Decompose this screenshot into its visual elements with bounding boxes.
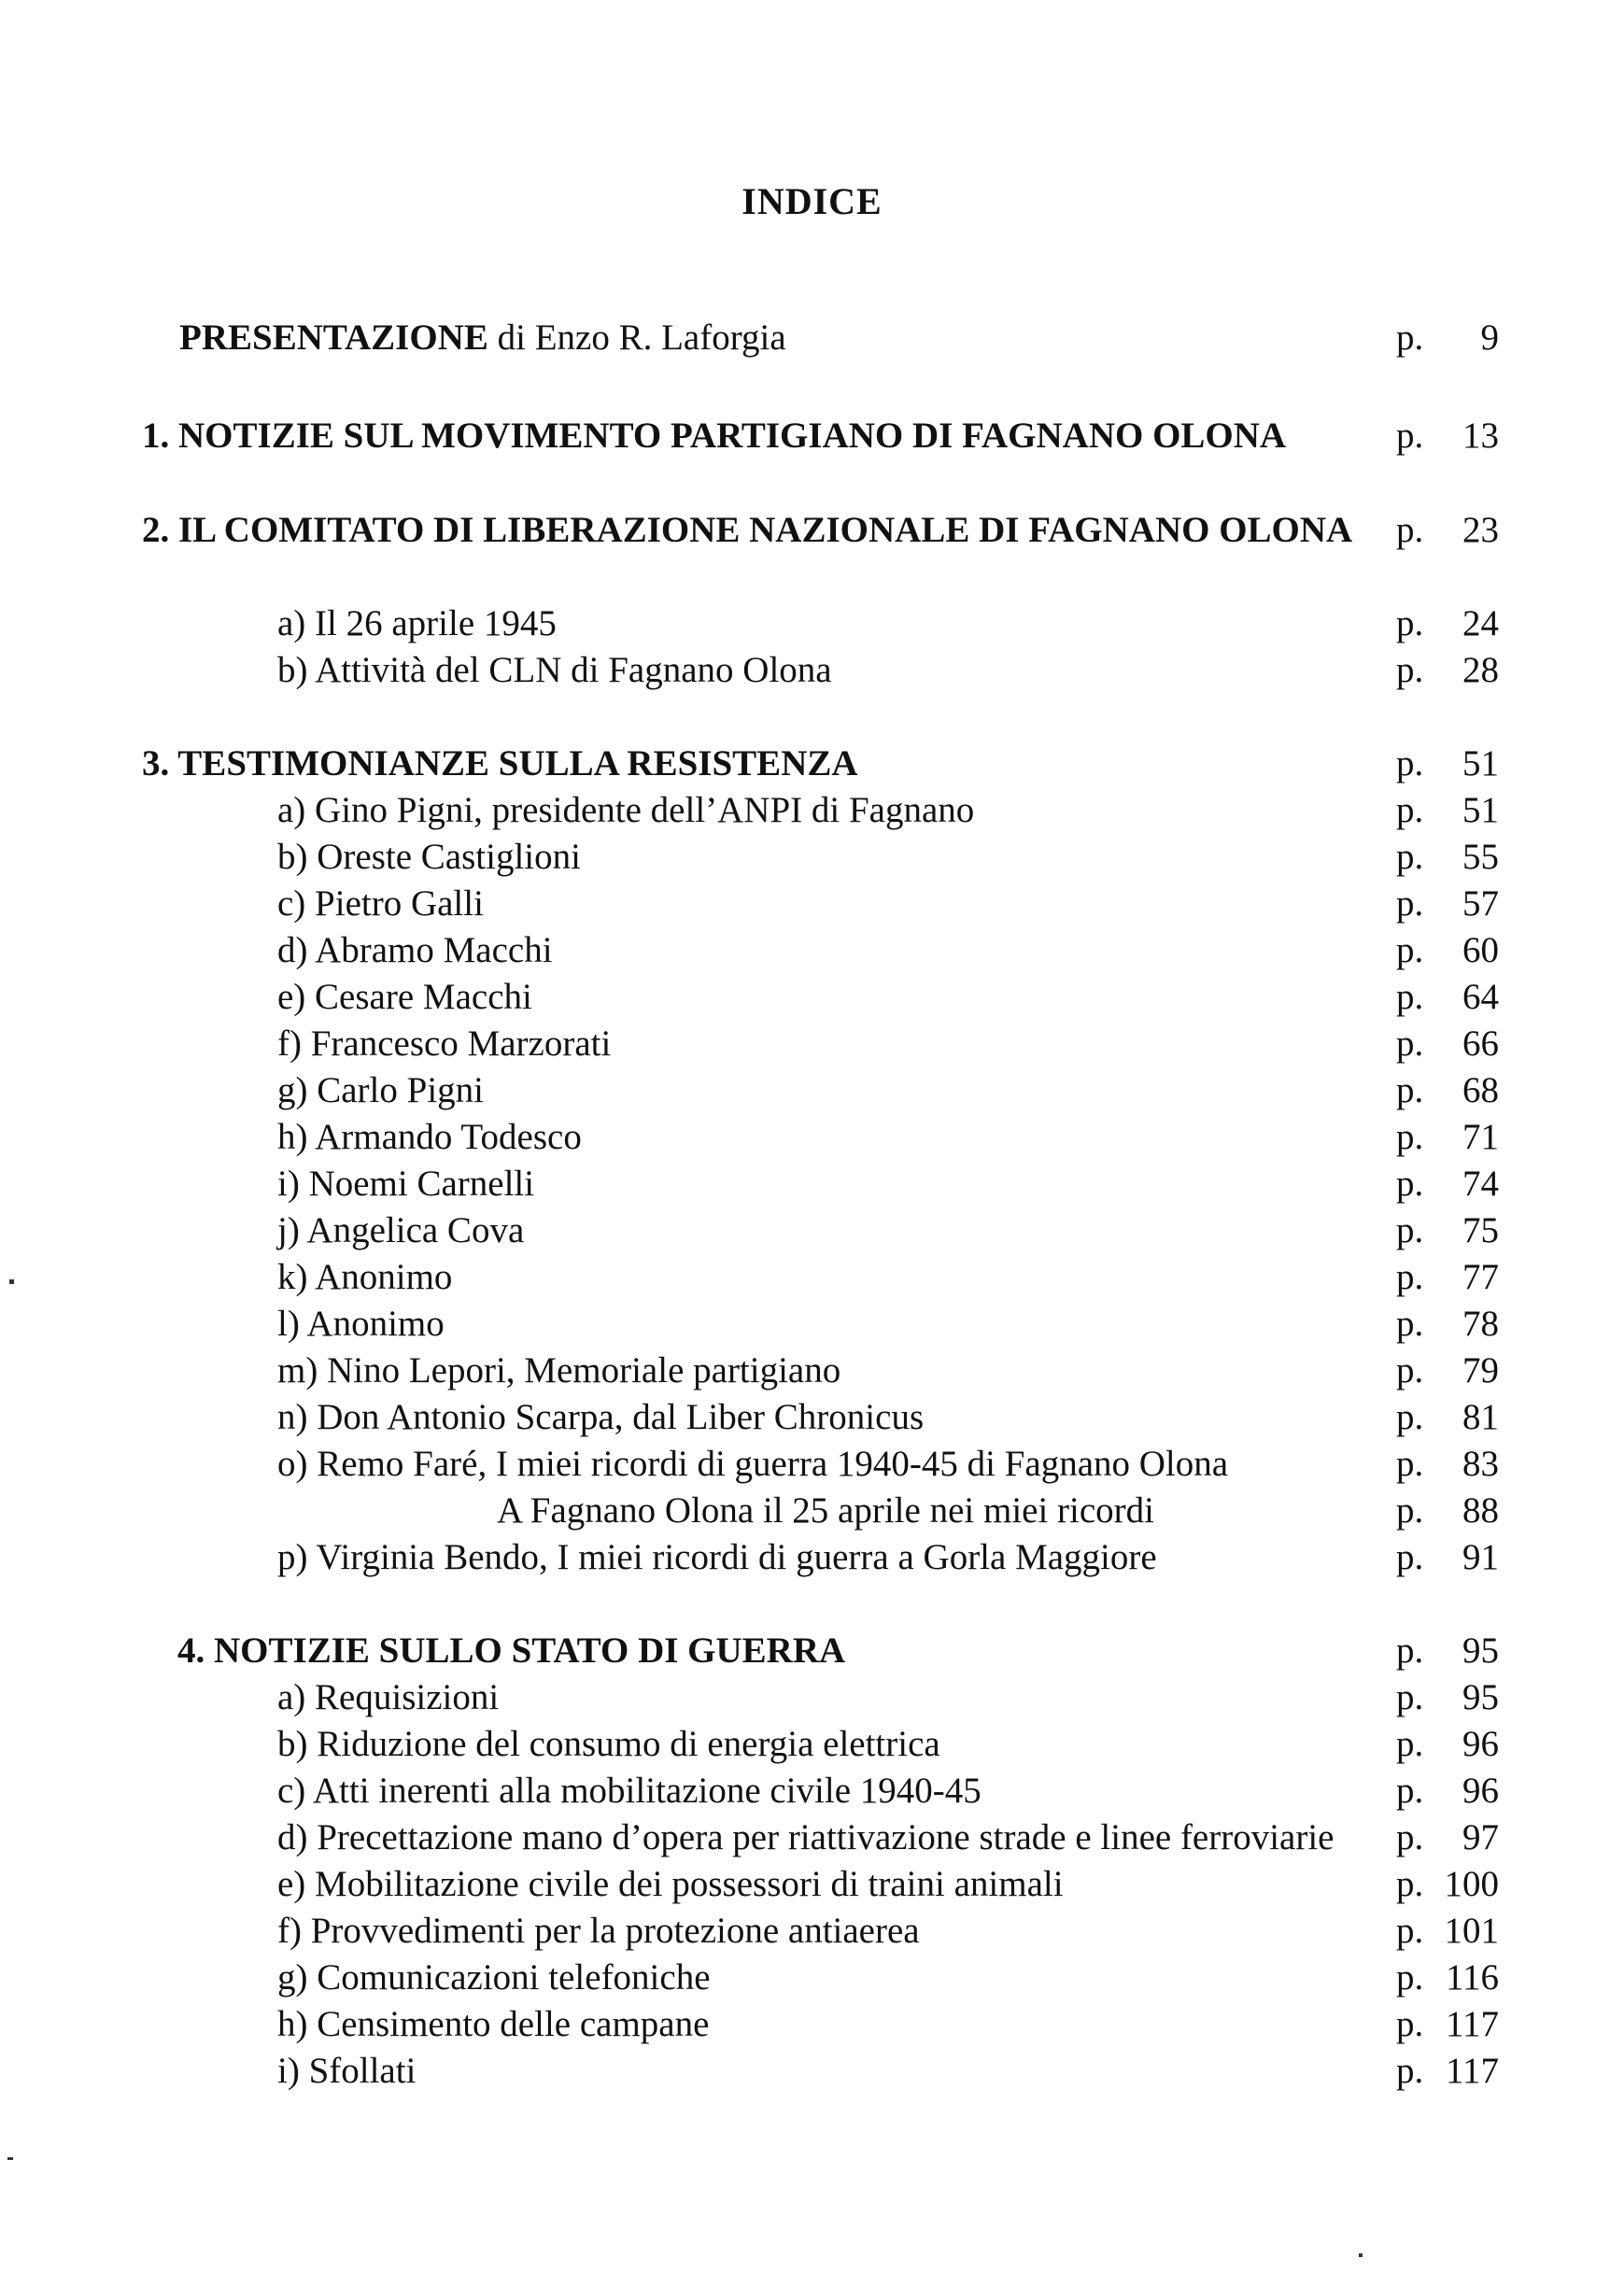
- toc-page-ref: [1396, 787, 1499, 834]
- page-number: 96: [1462, 1724, 1499, 1764]
- page-label: p.: [1396, 743, 1424, 784]
- toc-entry: [177, 1628, 845, 1674]
- toc-entry: [277, 1301, 445, 1348]
- page-number: 28: [1462, 650, 1499, 690]
- page-label: p.: [1396, 837, 1424, 877]
- toc-entry: [277, 1814, 1335, 1861]
- toc-entry-title: [497, 1490, 1154, 1531]
- toc-entry-text: h) Censimento delle campane: [277, 2004, 710, 2044]
- toc-page-ref: [1396, 1441, 1499, 1488]
- page-label: p.: [1396, 1024, 1424, 1064]
- page-label: p.: [1396, 1817, 1424, 1857]
- toc-entry: [277, 927, 553, 974]
- toc-page-ref: [1396, 600, 1499, 647]
- toc-entry-title: [277, 1724, 940, 1764]
- page-number: 51: [1462, 790, 1499, 830]
- toc-entry-title: [277, 930, 553, 970]
- toc-entry-title: [277, 2004, 709, 2044]
- toc-entry: [277, 1861, 1064, 1908]
- scan-speck: [1359, 2253, 1363, 2257]
- toc-page-ref: [1396, 927, 1499, 974]
- page-number: 81: [1462, 1397, 1499, 1437]
- toc-entry: [277, 1114, 582, 1161]
- toc-entry-title: [277, 1677, 499, 1717]
- page-number: 77: [1462, 1257, 1499, 1297]
- page-label: p.: [1396, 2004, 1424, 2044]
- toc-page-ref: [1396, 1534, 1499, 1581]
- page-number: 68: [1462, 1070, 1499, 1110]
- toc-entry-title: [277, 603, 557, 643]
- page-title: INDICE: [741, 180, 883, 222]
- toc-entry-title: [277, 1771, 981, 1811]
- toc-entry-title: [277, 1817, 1335, 1857]
- toc-entry-text: a) Requisizioni: [277, 1677, 500, 1717]
- toc-entry: [277, 600, 557, 647]
- toc-entry-title: [277, 1070, 484, 1110]
- toc-entry: [277, 834, 581, 881]
- page-label: p.: [1396, 1490, 1424, 1531]
- toc-entry: [277, 1908, 920, 1955]
- toc-page-ref: [1396, 1301, 1499, 1348]
- toc-page-ref: [1396, 1021, 1499, 1067]
- page-label: p.: [1396, 603, 1424, 643]
- page-number: 95: [1462, 1631, 1499, 1671]
- toc-entry-title: [277, 1210, 524, 1250]
- toc-entry-title: [277, 1117, 582, 1157]
- toc-entry-title: [142, 510, 1352, 550]
- toc-entry-text: b) Riduzione del consumo di energia elettrica: [277, 1724, 940, 1764]
- toc-entry: [277, 1721, 940, 1768]
- toc-entry-text: i) Noemi Carnelli: [277, 1164, 535, 1204]
- toc-page-ref: [1396, 1721, 1499, 1768]
- toc-entry-text: a) Il 26 aprile 1945: [277, 603, 557, 643]
- page-number: 9: [1480, 318, 1499, 358]
- toc-entry-text: o) Remo Faré, I miei ricordi di guerra 1940-45 di Fagnano Olona: [277, 1444, 1229, 1484]
- toc-entry-title: [277, 1864, 1064, 1904]
- scan-speck: [7, 2157, 13, 2160]
- toc-entry: [277, 647, 832, 694]
- toc-entry-title: [277, 1957, 711, 1998]
- toc-entry-text: A Fagnano Olona il 25 aprile nei miei ricordi: [497, 1490, 1154, 1531]
- toc-entry-text: g) Comunicazioni telefoniche: [277, 1957, 711, 1998]
- toc-entry-text: m) Nino Lepori, Memoriale partigiano: [277, 1350, 841, 1391]
- toc-page-ref: [1396, 1861, 1499, 1908]
- toc-page-ref: [1396, 2001, 1499, 2048]
- page-label: p.: [1396, 2051, 1424, 2091]
- page-number: 95: [1462, 1677, 1499, 1717]
- toc-page-ref: [1396, 1488, 1499, 1534]
- page-number: 88: [1462, 1490, 1499, 1531]
- toc-heading-text: 2. IL COMITATO DI LIBERAZIONE NAZIONALE DI FAGNANO OLONA: [142, 510, 1353, 550]
- toc-entry-title: [277, 1537, 1157, 1577]
- page-label: p.: [1396, 1304, 1424, 1344]
- page-number: 75: [1462, 1210, 1499, 1250]
- toc-page-ref: [1396, 1674, 1499, 1721]
- page-number: 66: [1462, 1024, 1499, 1064]
- toc-page-ref: [1396, 1394, 1499, 1441]
- toc-entry: [277, 1768, 981, 1814]
- toc-entry: [142, 507, 1352, 554]
- toc-entry-text: b) Oreste Castiglioni: [277, 837, 581, 877]
- toc-heading-text: 3. TESTIMONIANZE SULLA RESISTENZA: [142, 743, 858, 784]
- page-label: p.: [1396, 1957, 1424, 1998]
- toc-entry-title: [277, 790, 974, 830]
- toc-page-ref: [1396, 741, 1499, 787]
- page-number: 117: [1445, 2051, 1499, 2091]
- toc-entry: [277, 1394, 924, 1441]
- page-label: p.: [1396, 1724, 1424, 1764]
- page-number: 23: [1462, 510, 1499, 550]
- toc-page-ref: [1396, 413, 1499, 459]
- page-number: 64: [1462, 977, 1499, 1017]
- toc-entry: [277, 787, 974, 834]
- page-label: p.: [1396, 977, 1424, 1017]
- toc-page-ref: [1396, 1161, 1499, 1207]
- page-number: 57: [1462, 883, 1499, 924]
- toc-entry-text: f) Provvedimenti per la protezione antiaerea: [277, 1911, 920, 1951]
- page-label: p.: [1396, 416, 1424, 456]
- toc-page-ref: [1396, 834, 1499, 881]
- toc-entry: [277, 1254, 452, 1301]
- toc-heading-text: 4. NOTIZIE SULLO STATO DI GUERRA: [177, 1631, 846, 1671]
- toc-page-ref: [1396, 1814, 1499, 1861]
- toc-entry: [142, 741, 858, 787]
- page-label: p.: [1396, 650, 1424, 690]
- toc-entry-text: f) Francesco Marzorati: [277, 1024, 612, 1064]
- page-number: 60: [1462, 930, 1499, 970]
- toc-entry-title: [277, 1350, 840, 1391]
- toc-entry: [142, 413, 1286, 459]
- toc-entry-text: p) Virginia Bendo, I miei ricordi di guerra a Gorla Maggiore: [277, 1537, 1157, 1577]
- toc-entry-title: [277, 1397, 924, 1437]
- toc-page-ref: [1396, 315, 1499, 361]
- page-label: p.: [1396, 1164, 1424, 1204]
- toc-entry: [497, 1488, 1154, 1534]
- toc-entry: [277, 1534, 1157, 1581]
- toc-entry: [277, 2048, 416, 2095]
- page-label: p.: [1396, 1210, 1424, 1250]
- toc-entry-title: [277, 883, 484, 924]
- page-number: 101: [1444, 1911, 1499, 1951]
- toc-entry-text: l) Anonimo: [277, 1304, 445, 1344]
- page-label: p.: [1396, 1350, 1424, 1391]
- toc-entry-title: [142, 743, 858, 784]
- page-label: p.: [1396, 930, 1424, 970]
- toc-page-ref: [1396, 2048, 1499, 2095]
- page-label: p.: [1396, 883, 1424, 924]
- toc-entry: [277, 1067, 484, 1114]
- toc-page-ref: [1396, 1908, 1499, 1955]
- toc-entry-title: [277, 2051, 416, 2091]
- page-number: 78: [1462, 1304, 1499, 1344]
- toc-entry-title: [277, 977, 532, 1017]
- toc-entry: [277, 1207, 524, 1254]
- toc-entry-title: [277, 837, 581, 877]
- page-label: p.: [1396, 1397, 1424, 1437]
- page-number: 24: [1462, 603, 1499, 643]
- toc-entry-title: [277, 1164, 534, 1204]
- toc-entry: [277, 1348, 840, 1394]
- toc-entry: [277, 1021, 611, 1067]
- toc-entry-text: d) Precettazione mano d’opera per riattivazione strade e linee ferroviarie: [277, 1817, 1335, 1857]
- page-number: 74: [1462, 1164, 1499, 1204]
- toc-entry: [277, 881, 484, 927]
- page-label: p.: [1396, 1537, 1424, 1577]
- page-label: p.: [1396, 1257, 1424, 1297]
- toc-entry: [277, 2001, 709, 2048]
- toc-entry-text: c) Atti inerenti alla mobilitazione civile 1940-45: [277, 1771, 981, 1811]
- page-number: 91: [1462, 1537, 1499, 1577]
- toc-entry: [277, 1441, 1228, 1488]
- toc-entry-text: g) Carlo Pigni: [277, 1070, 484, 1110]
- page-label: p.: [1396, 1444, 1424, 1484]
- toc-entry-title: [142, 416, 1286, 456]
- toc-page-ref: [1396, 881, 1499, 927]
- toc-page-ref: [1396, 1348, 1499, 1394]
- toc-entry-title: [277, 1911, 920, 1951]
- toc-entry-text: k) Anonimo: [277, 1257, 453, 1297]
- page-number: 117: [1445, 2004, 1499, 2044]
- toc-entry-title: [277, 1444, 1228, 1484]
- toc-page-ref: [1396, 1254, 1499, 1301]
- page-label: p.: [1396, 1911, 1424, 1951]
- toc-page-ref: [1396, 507, 1499, 554]
- toc-heading-text: 1. NOTIZIE SUL MOVIMENTO PARTIGIANO DI FAGNANO OLONA: [142, 416, 1287, 456]
- toc-entry-text: d) Abramo Macchi: [277, 930, 553, 970]
- toc-entry-title: [277, 1024, 611, 1064]
- toc-page-ref: [1396, 647, 1499, 694]
- page-label: p.: [1396, 1771, 1424, 1811]
- toc-entry-text: di Enzo R. Laforgia: [487, 318, 786, 358]
- page-label: p.: [1396, 790, 1424, 830]
- page-number: 51: [1462, 743, 1499, 784]
- toc-entry: [277, 1674, 499, 1721]
- page-label: p.: [1396, 510, 1424, 550]
- page-number: 97: [1462, 1817, 1499, 1857]
- toc-entry-text: h) Armando Todesco: [277, 1117, 582, 1157]
- page-number: 116: [1445, 1957, 1499, 1998]
- toc-entry-title: [277, 650, 832, 690]
- toc-entry-text: e) Cesare Macchi: [277, 977, 532, 1017]
- toc-entry-title: [177, 1631, 845, 1671]
- toc-entry-text: b) Attività del CLN di Fagnano Olona: [277, 650, 832, 690]
- toc-heading-text: PRESENTAZIONE: [179, 318, 488, 358]
- page-label: p.: [1396, 1677, 1424, 1717]
- toc-entry: [179, 315, 786, 361]
- toc-page-ref: [1396, 974, 1499, 1021]
- scan-speck: [9, 1279, 14, 1284]
- page-label: p.: [1396, 1070, 1424, 1110]
- page-number: 83: [1462, 1444, 1499, 1484]
- toc-page-ref: [1396, 1955, 1499, 2001]
- toc-entry-text: e) Mobilitazione civile dei possessori di traini animali: [277, 1864, 1064, 1904]
- toc-entry-text: a) Gino Pigni, presidente dell’ANPI di Fagnano: [277, 790, 975, 830]
- toc-entry-title: [277, 1304, 445, 1344]
- page-number: 96: [1462, 1771, 1499, 1811]
- toc-entry-title: [179, 318, 786, 358]
- page-label: p.: [1396, 1117, 1424, 1157]
- toc-page-ref: [1396, 1628, 1499, 1674]
- toc-entry-text: n) Don Antonio Scarpa, dal Liber Chronicus: [277, 1397, 925, 1437]
- toc-entry-text: i) Sfollati: [277, 2051, 417, 2091]
- toc-entry: [277, 1161, 534, 1207]
- toc-entry: [277, 974, 532, 1021]
- toc-page-ref: [1396, 1067, 1499, 1114]
- page-label: p.: [1396, 1864, 1424, 1904]
- page-number: 79: [1462, 1350, 1499, 1391]
- toc-page-ref: [1396, 1114, 1499, 1161]
- page-number: 13: [1462, 416, 1499, 456]
- toc-page-ref: [1396, 1207, 1499, 1254]
- page-label: p.: [1396, 1631, 1424, 1671]
- toc-entry: [277, 1955, 711, 2001]
- page-number: 71: [1462, 1117, 1499, 1157]
- page-number: 55: [1462, 837, 1499, 877]
- toc-entry-text: j) Angelica Cova: [277, 1210, 525, 1250]
- toc-entry-text: c) Pietro Galli: [277, 883, 484, 924]
- toc-entry-title: [277, 1257, 452, 1297]
- toc-page-ref: [1396, 1768, 1499, 1814]
- page-number: 100: [1444, 1864, 1499, 1904]
- page-label: p.: [1396, 318, 1424, 358]
